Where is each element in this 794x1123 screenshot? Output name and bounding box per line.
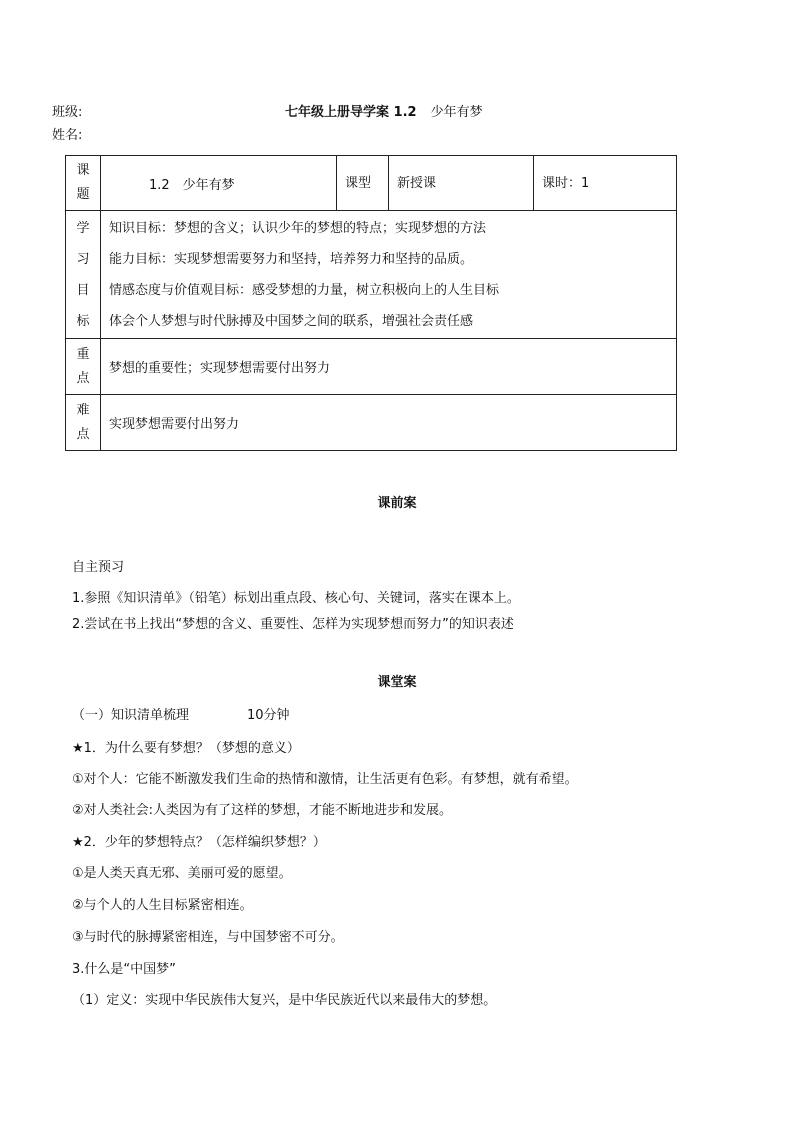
key-value: 梦想的重要性；实现梦想需要付出努力 (101, 339, 677, 395)
topic-row (66, 156, 677, 211)
pre-class-item-1: 1.参照《知识清单》（铅笔）标划出重点段、核心句、关键词，落实在课本上。 (72, 591, 520, 606)
section-heading: （一）知识清单梳理 (72, 708, 190, 723)
hours-label: 课时：1 (534, 156, 677, 211)
type-value: 新授课 (389, 156, 534, 211)
key-row (66, 339, 677, 395)
pre-class-item-2: 2.尝试在书上找出“梦想的含义、重要性、怎样为实现梦想而努力”的知识表述 (72, 617, 514, 632)
pre-class-subtitle: 自主预习 (72, 560, 125, 575)
content-line: ②与个人的人生目标紧密相连。 (72, 898, 253, 913)
lesson-plan-table (65, 155, 677, 451)
page-title (285, 101, 483, 120)
pre-class-title: 课前案 (377, 496, 417, 511)
title-sub: 少年有梦 (430, 105, 483, 120)
title-main: 七年级上册导学案 1.2 (285, 105, 417, 120)
content-line: （1）定义：实现中华民族伟大复兴，是中华民族近代以来最伟大的梦想。 (72, 993, 497, 1008)
content-line: ①是人类天真无邪、美丽可爱的愿望。 (72, 866, 292, 881)
goals-content (101, 211, 677, 339)
in-class-section (72, 704, 290, 723)
class-label: 班级: (52, 105, 83, 120)
goals-label: 学 习 目 标 (66, 211, 101, 339)
section-time: 10分钟 (247, 708, 290, 723)
in-class-title: 课堂案 (377, 675, 417, 690)
content-line: ②对人类社会:人类因为有了这样的梦想，才能不断地进步和发展。 (72, 803, 453, 818)
key-label: 重 点 (66, 339, 101, 395)
name-label: 姓名: (52, 128, 83, 143)
goal-ability: 能力目标：实现梦想需要努力和坚持，培养努力和坚持的品质。 (109, 251, 474, 267)
content-line: ★2．少年的梦想特点？（怎样编织梦想？） (72, 835, 326, 850)
type-label: 课型 (337, 156, 389, 211)
content-line: ③与时代的脉搏紧密相连，与中国梦密不可分。 (72, 930, 344, 945)
difficulty-value: 实现梦想需要付出努力 (101, 395, 677, 451)
goals-row (66, 211, 677, 339)
topic-label: 课 题 (66, 156, 101, 211)
goal-knowledge: 知识目标：梦想的含义；认识少年的梦想的特点；实现梦想的方法 (109, 220, 487, 236)
topic-value: 1.2 少年有梦 (101, 156, 337, 211)
difficulty-label: 难 点 (66, 395, 101, 451)
difficulty-row (66, 395, 677, 451)
content-line: ★1．为什么要有梦想？（梦想的意义） (72, 741, 300, 756)
content-line: 3.什么是“中国梦” (72, 962, 176, 977)
goal-emotion: 情感态度与价值观目标：感受梦想的力量，树立积极向上的人生目标 (109, 282, 500, 298)
goal-responsibility: 体会个人梦想与时代脉搏及中国梦之间的联系，增强社会责任感 (109, 313, 474, 329)
content-line: ①对个人：它能不断激发我们生命的热情和激情，让生活更有色彩。有梦想，就有希望。 (72, 772, 578, 787)
